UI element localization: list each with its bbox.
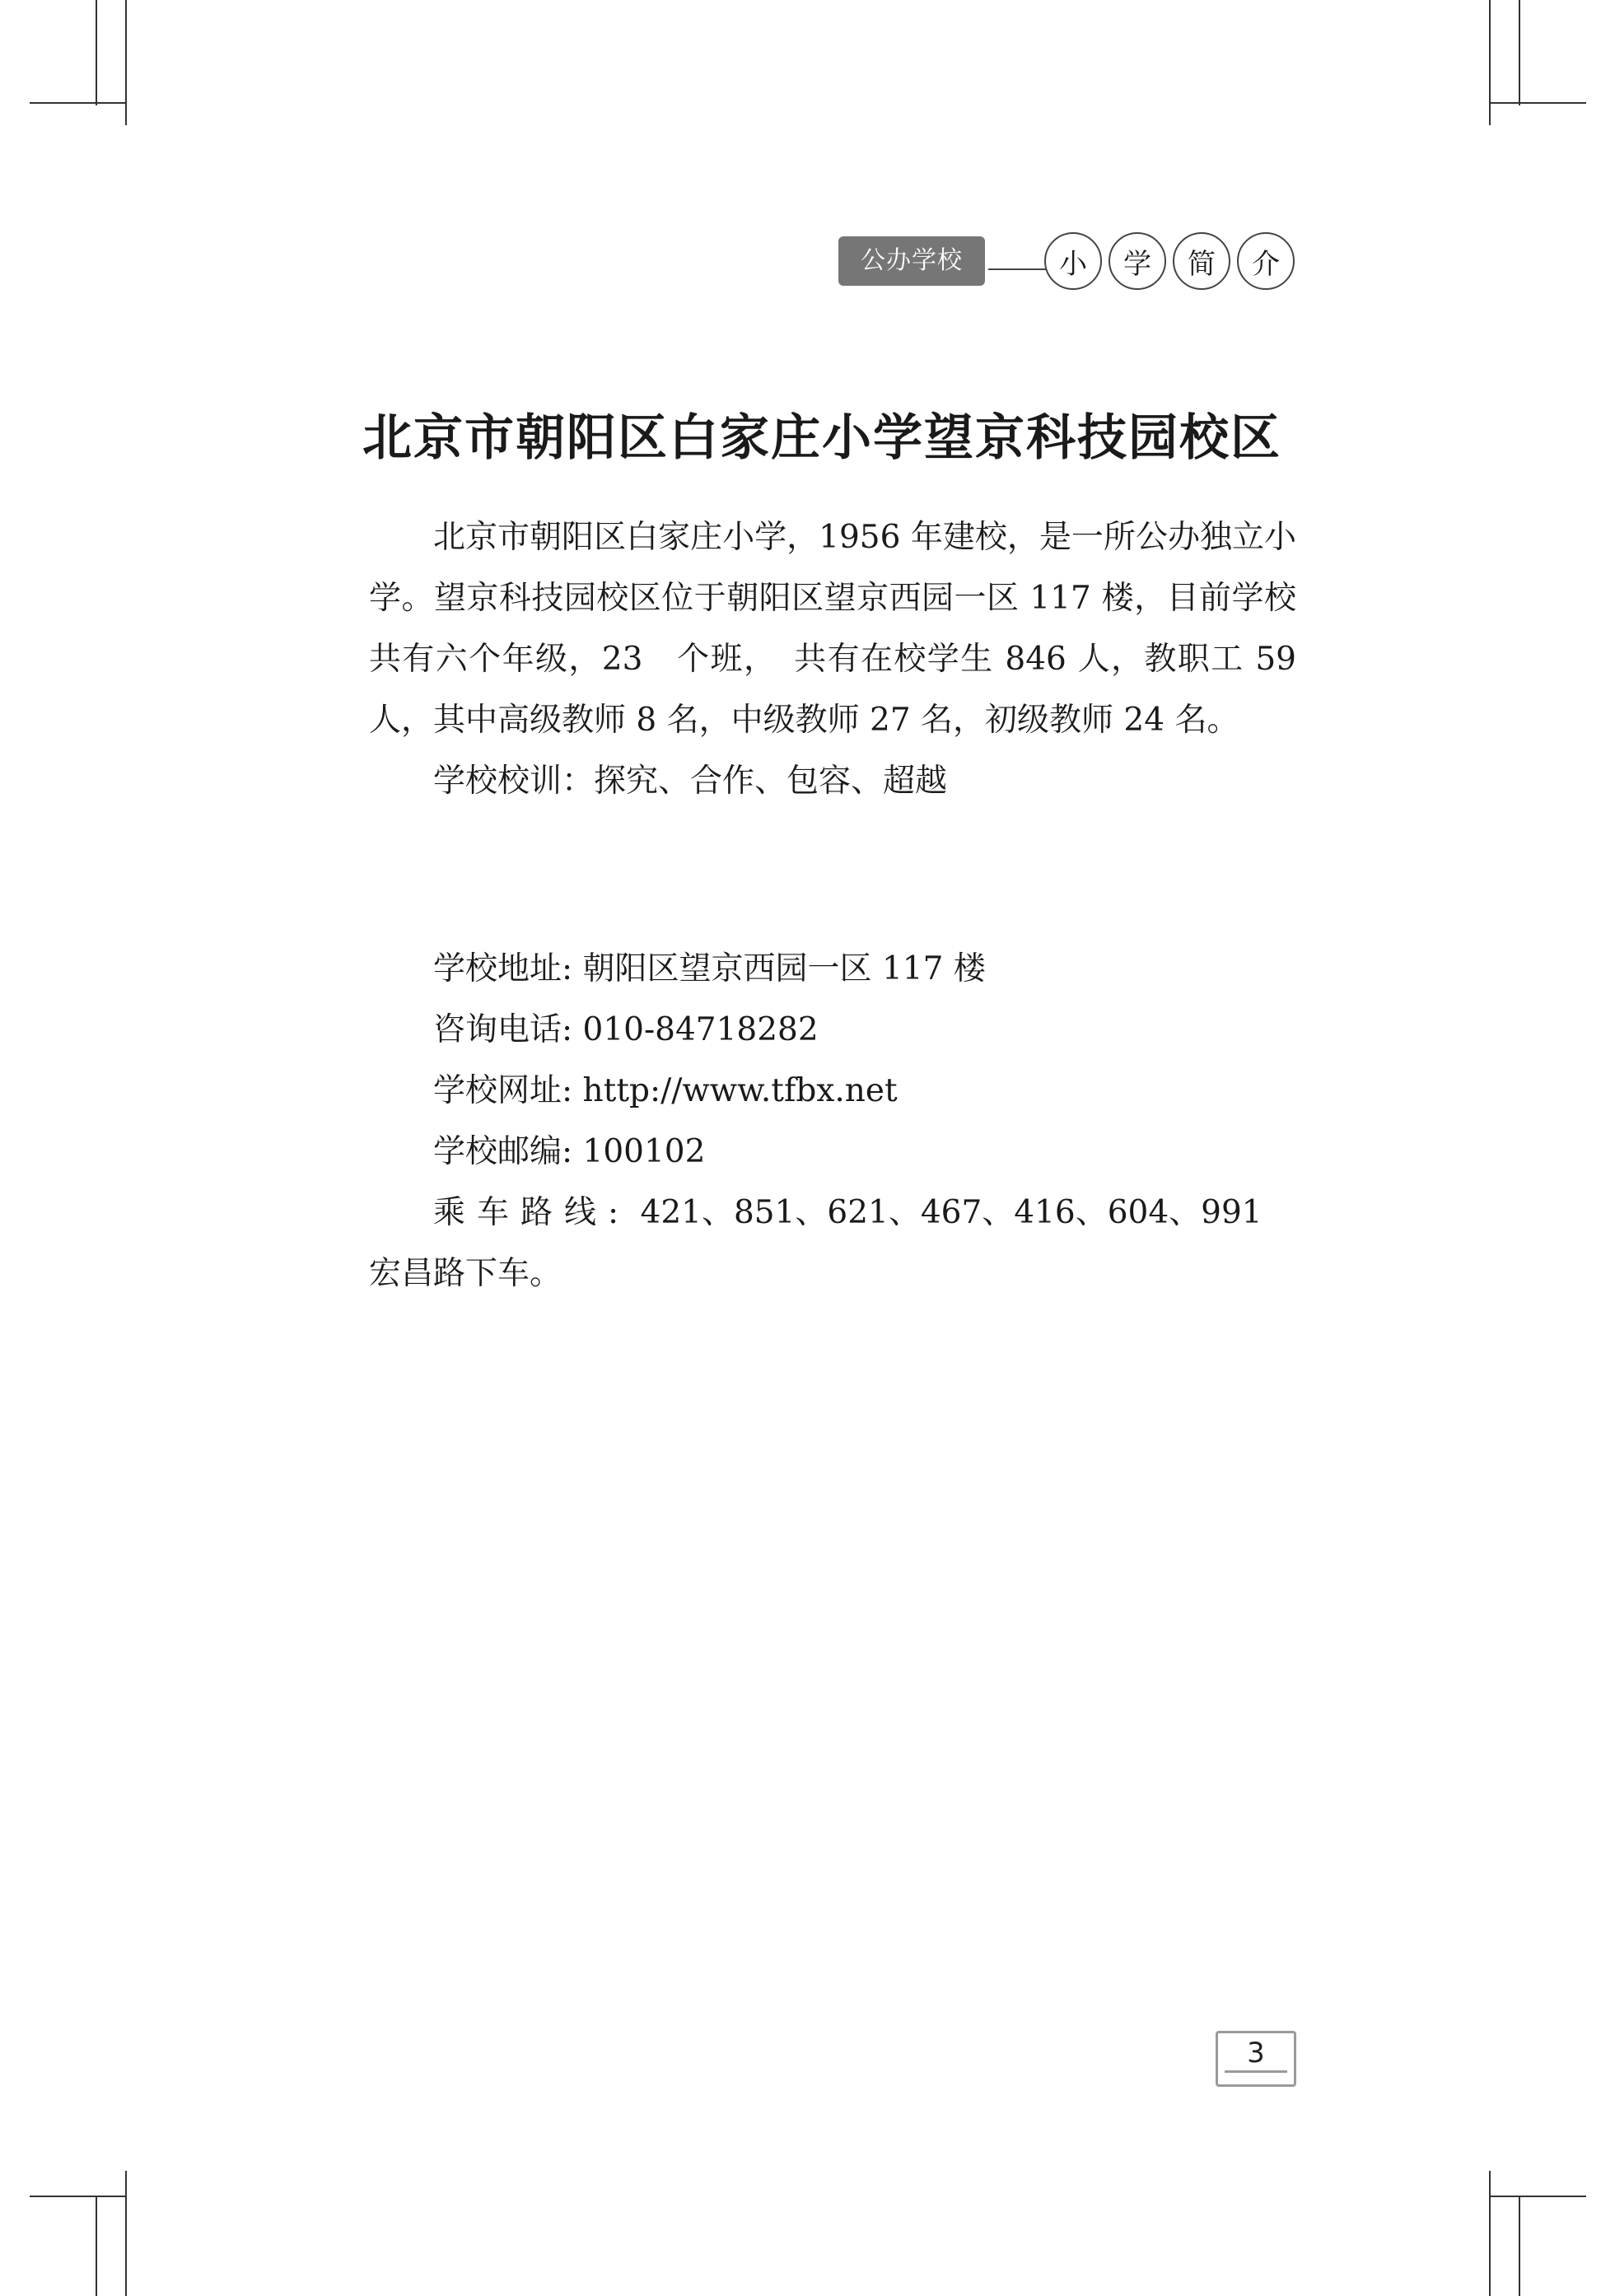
- phone-item: [369, 1000, 1296, 1061]
- crop-mark: [125, 0, 127, 125]
- postcode-item: [369, 1122, 1296, 1183]
- series-char: 简: [1173, 232, 1230, 290]
- contact-info-list: [369, 939, 1296, 1304]
- crop-mark: [125, 2171, 127, 2296]
- crop-mark: [1489, 102, 1586, 104]
- crop-mark: [30, 102, 127, 104]
- page-number: 3: [1247, 2037, 1265, 2070]
- crop-mark: [30, 2196, 127, 2197]
- intro-paragraph: 北京市朝阳区白家庄小学，1956 年建校，是一所公办独立小学。望京科技园校区位于朝阳区望京西园一区 117 楼，目前学校共有六个年级，23 个班， 共有在校学生 846 人，教职工 59 人，其中高级教师 8 名，中级教师 27 名，初级教师 24 名。: [369, 519, 1296, 739]
- motto-paragraph: 学校校训：探究、合作、包容、超越: [433, 763, 948, 800]
- page-title: 北京市朝阳区白家庄小学望京科技园校区: [362, 409, 1281, 467]
- crop-mark: [96, 0, 97, 105]
- series-char: 介: [1237, 232, 1295, 290]
- crop-mark: [1489, 0, 1491, 125]
- header-rule: [988, 268, 1051, 270]
- series-char: 小: [1044, 232, 1102, 290]
- crop-mark: [1519, 0, 1520, 105]
- book-icon: [1225, 2070, 1287, 2079]
- school-description: [369, 507, 1296, 812]
- info-value: 421、851、621、467、416、604、991 宏昌路下车。: [369, 1194, 1263, 1292]
- crop-mark: [1489, 2171, 1491, 2296]
- running-header: [838, 232, 1283, 292]
- address-item: [369, 939, 1296, 1000]
- info-label: 学校网址:: [433, 1072, 573, 1109]
- crop-mark: [1489, 2196, 1586, 2197]
- info-label: 学校地址:: [433, 950, 573, 987]
- info-label: 咨询电话:: [433, 1011, 573, 1048]
- info-label: 学校邮编:: [433, 1133, 573, 1170]
- crop-mark: [96, 2196, 97, 2296]
- series-title: [1044, 232, 1295, 290]
- info-value: 100102: [582, 1133, 706, 1170]
- info-value: 010-84718282: [582, 1011, 819, 1048]
- info-value: http://www.tfbx.net: [582, 1072, 898, 1109]
- page-number-badge: [1216, 2031, 1296, 2087]
- bus-route-item: [369, 1183, 1296, 1304]
- crop-mark: [1519, 2196, 1520, 2296]
- info-label: 乘车路线:: [433, 1194, 631, 1231]
- series-char: 学: [1109, 232, 1166, 290]
- section-badge: 公办学校: [838, 236, 985, 286]
- info-value: 朝阳区望京西园一区 117 楼: [582, 950, 986, 987]
- website-item: [369, 1061, 1296, 1122]
